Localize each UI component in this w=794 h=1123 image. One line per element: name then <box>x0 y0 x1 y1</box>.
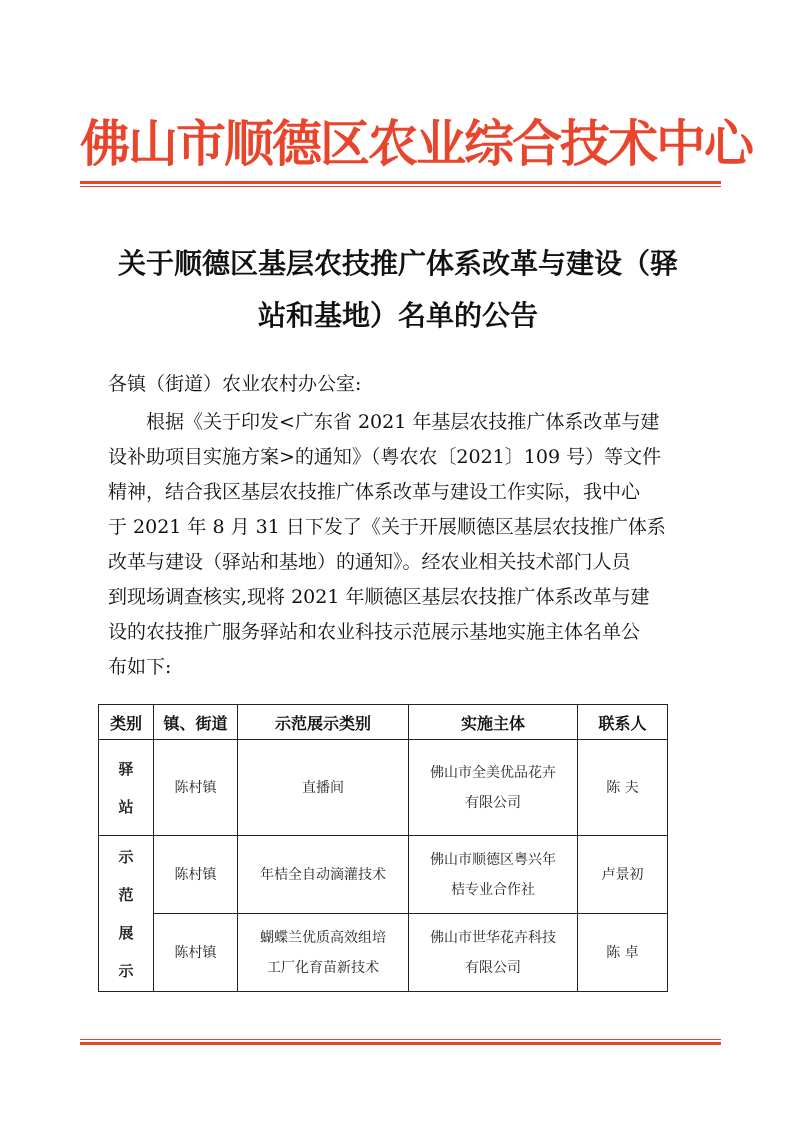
body-line-8: 布如下: <box>108 656 172 678</box>
body-line-1: 根据《关于印发<广东省 2021 年基层农技推广体系改革与建 <box>146 411 660 433</box>
contact-cell: 卢景初 <box>578 836 668 914</box>
header-contact: 联系人 <box>578 705 668 740</box>
town-cell: 陈村镇 <box>154 740 238 836</box>
demo-type-cell <box>238 836 409 914</box>
demo-type-line: 直播间 <box>302 779 344 796</box>
header-category: 类别 <box>99 705 154 740</box>
category-cell-demonstration <box>99 836 154 992</box>
implementer-line: 佛山市世华花卉科技 <box>430 929 556 946</box>
header-demo-type: 示范展示类别 <box>238 705 409 740</box>
demo-type-line: 蝴蝶兰优质高效组培 <box>260 929 386 946</box>
body-line-2: 设补助项目实施方案>的通知》（粤农农〔2021〕109 号）等文件 <box>108 446 662 468</box>
town-cell: 陈村镇 <box>154 914 238 992</box>
footer-rule-thick <box>80 1042 721 1045</box>
table-row <box>99 740 668 836</box>
category-char: 示 <box>118 961 134 980</box>
implementer-cell <box>409 740 578 836</box>
body-line-6: 到现场调查核实,现将 2021 年顺德区基层农技推广体系改革与建 <box>108 586 650 608</box>
implementer-line: 佛山市顺德区粤兴年 <box>430 851 556 868</box>
body-line-5: 改革与建设（驿站和基地）的通知》。经农业相关技术部门人员 <box>108 551 631 573</box>
letterhead-rule-thin <box>80 186 721 187</box>
implementer-cell <box>409 836 578 914</box>
roster-table <box>98 704 668 992</box>
letterhead-title: 佛山市顺德区农业综合技术中心 <box>80 115 752 173</box>
document-title-line-1: 关于顺德区基层农技推广体系改革与建设（驿 <box>117 247 678 280</box>
demo-type-cell <box>238 914 409 992</box>
document-title-line-2: 站和基地）名单的公告 <box>257 299 538 332</box>
category-char: 示 <box>118 847 134 866</box>
greeting: 各镇（街道）农业农村办公室: <box>108 373 362 395</box>
table-row <box>99 914 668 992</box>
contact-cell: 陈 夫 <box>578 740 668 836</box>
implementer-line: 桔专业合作社 <box>451 881 535 898</box>
category-cell-station <box>99 740 154 836</box>
category-char: 驿 <box>118 759 134 778</box>
document-title <box>96 238 700 342</box>
town-cell: 陈村镇 <box>154 836 238 914</box>
table-header-row <box>99 705 668 740</box>
demo-type-line: 工厂化育苗新技术 <box>267 959 379 976</box>
demo-type-line: 年桔全自动滴灌技术 <box>260 866 386 883</box>
body-line-3: 精神，结合我区基层农技推广体系改革与建设工作实际，我中心 <box>108 481 641 503</box>
header-implementer: 实施主体 <box>409 705 578 740</box>
demo-type-cell <box>238 740 409 836</box>
body-line-7: 设的农技推广服务驿站和农业科技示范展示基地实施主体名单公 <box>108 621 641 643</box>
category-char: 范 <box>118 885 134 904</box>
category-char: 展 <box>118 923 134 942</box>
implementer-line: 佛山市全美优品花卉 <box>430 764 556 781</box>
category-char: 站 <box>118 797 134 816</box>
implementer-cell <box>409 914 578 992</box>
footer-rule-thin <box>80 1039 721 1040</box>
body-line-4: 于 2021 年 8 月 31 日下发了《关于开展顺德区基层农技推广体系 <box>108 516 666 538</box>
implementer-line: 有限公司 <box>465 794 521 811</box>
letterhead-rule-thick <box>80 181 721 184</box>
implementer-line: 有限公司 <box>465 959 521 976</box>
contact-cell: 陈 卓 <box>578 914 668 992</box>
table-row <box>99 836 668 914</box>
header-town: 镇、街道 <box>154 705 238 740</box>
